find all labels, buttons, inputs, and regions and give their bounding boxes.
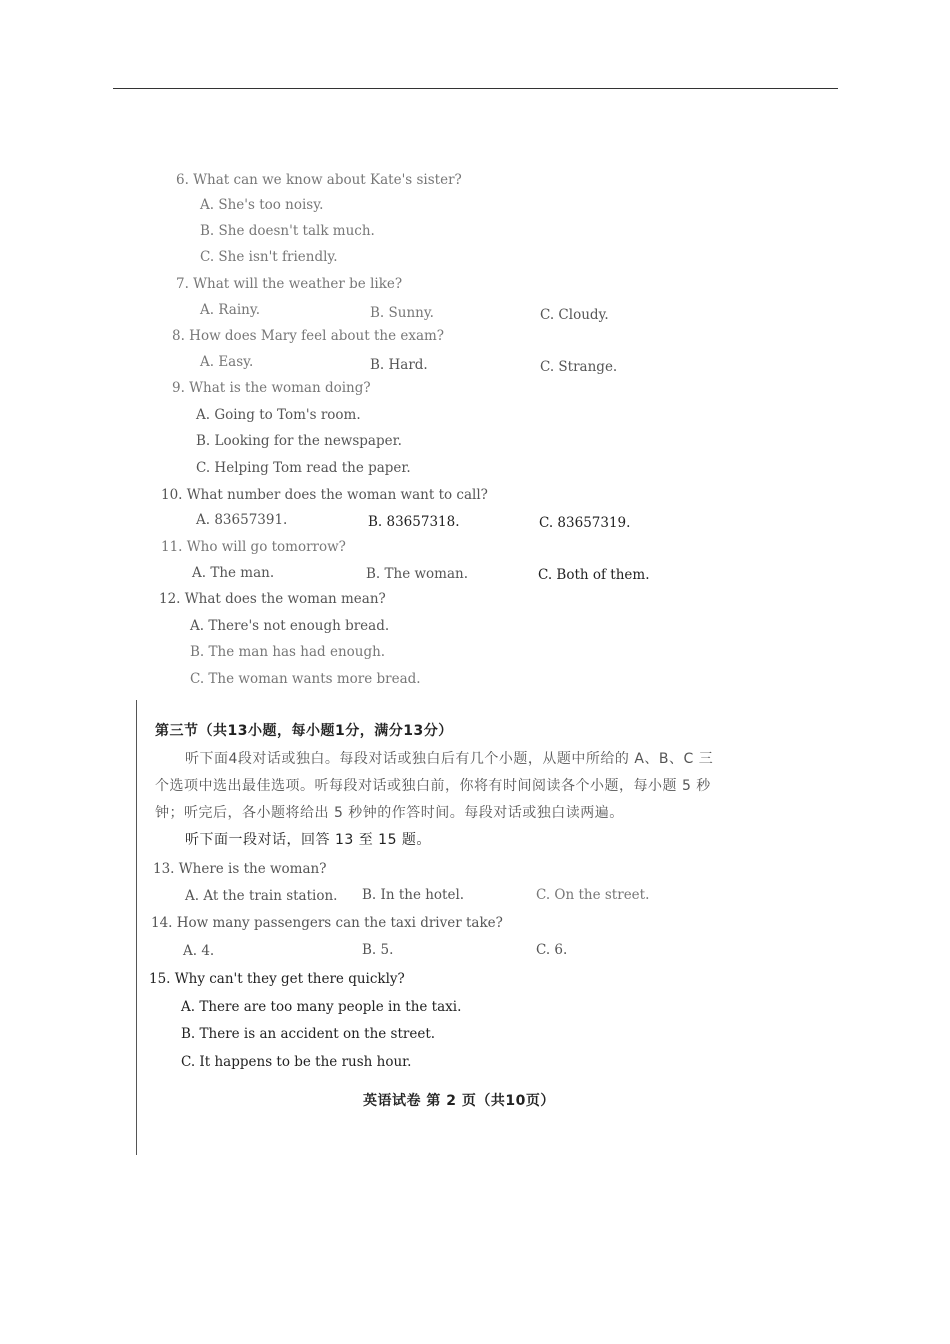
question-12-option-b: B. The man has had enough. xyxy=(190,644,386,660)
question-8-stem: 8. How does Mary feel about the exam? xyxy=(172,328,445,344)
question-8-option-c: C. Strange. xyxy=(540,359,618,375)
question-11-option-a: A. The man. xyxy=(192,565,275,581)
question-6-option-b: B. She doesn't talk much. xyxy=(200,223,375,239)
question-11-option-c: C. Both of them. xyxy=(538,567,650,583)
question-10-option-b: B. 83657318. xyxy=(368,514,460,530)
binding-margin-line xyxy=(136,700,137,1155)
question-15-option-c: C. It happens to be the rush hour. xyxy=(181,1054,412,1070)
question-12-option-c: C. The woman wants more bread. xyxy=(190,671,421,687)
question-7-option-c: C. Cloudy. xyxy=(540,307,609,323)
header-rule xyxy=(113,88,838,89)
section-3-heading: 第三节（共13小题，每小题1分，满分13分） xyxy=(155,723,453,739)
question-15-option-a: A. There are too many people in the taxi. xyxy=(181,999,462,1015)
question-13-option-a: A. At the train station. xyxy=(185,888,338,904)
question-15-option-b: B. There is an accident on the street. xyxy=(181,1026,436,1042)
question-12-option-a: A. There's not enough bread. xyxy=(190,618,390,634)
question-7-option-b: B. Sunny. xyxy=(370,305,434,321)
question-8-option-a: A. Easy. xyxy=(200,354,254,370)
question-9-stem: 9. What is the woman doing? xyxy=(172,380,371,396)
page-footer: 英语试卷 第 2 页（共10页） xyxy=(363,1093,555,1109)
question-10-option-c: C. 83657319. xyxy=(539,515,631,531)
question-11-option-b: B. The woman. xyxy=(366,566,469,582)
question-10-stem: 10. What number does the woman want to call? xyxy=(161,487,488,503)
question-11-stem: 11. Who will go tomorrow? xyxy=(161,539,346,555)
question-15-stem: 15. Why can't they get there quickly? xyxy=(149,971,405,987)
question-7-stem: 7. What will the weather be like? xyxy=(176,276,403,292)
question-14-option-a: A. 4. xyxy=(183,943,215,959)
question-9-option-b: B. Looking for the newspaper. xyxy=(196,433,402,449)
section-3-instruction-line-2: 个选项中选出最佳选项。听每段对话或独白前，你将有时间阅读各个小题，每小题 5 秒 xyxy=(155,778,711,794)
section-3-instruction-line-3: 钟；听完后，各小题将给出 5 秒钟的作答时间。每段对话或独白读两遍。 xyxy=(155,805,624,821)
section-3-subheading: 听下面一段对话，回答 13 至 15 题。 xyxy=(185,832,431,848)
question-13-option-b: B. In the hotel. xyxy=(362,887,465,903)
question-10-option-a: A. 83657391. xyxy=(196,512,288,528)
section-3-instruction-line-1: 听下面4段对话或独白。每段对话或独白后有几个小题，从题中所给的 A、B、C 三 xyxy=(185,751,714,767)
question-8-option-b: B. Hard. xyxy=(370,357,428,373)
question-6-option-c: C. She isn't friendly. xyxy=(200,249,338,265)
question-14-stem: 14. How many passengers can the taxi driver take? xyxy=(151,915,503,931)
question-6-stem: 6. What can we know about Kate's sister? xyxy=(176,172,462,188)
question-9-option-c: C. Helping Tom read the paper. xyxy=(196,460,411,476)
question-14-option-b: B. 5. xyxy=(362,942,394,958)
question-13-stem: 13. Where is the woman? xyxy=(153,861,327,877)
question-6-option-a: A. She's too noisy. xyxy=(200,197,324,213)
question-14-option-c: C. 6. xyxy=(536,942,568,958)
question-13-option-c: C. On the street. xyxy=(536,887,650,903)
question-12-stem: 12. What does the woman mean? xyxy=(159,591,386,607)
question-9-option-a: A. Going to Tom's room. xyxy=(196,407,361,423)
question-7-option-a: A. Rainy. xyxy=(200,302,260,318)
